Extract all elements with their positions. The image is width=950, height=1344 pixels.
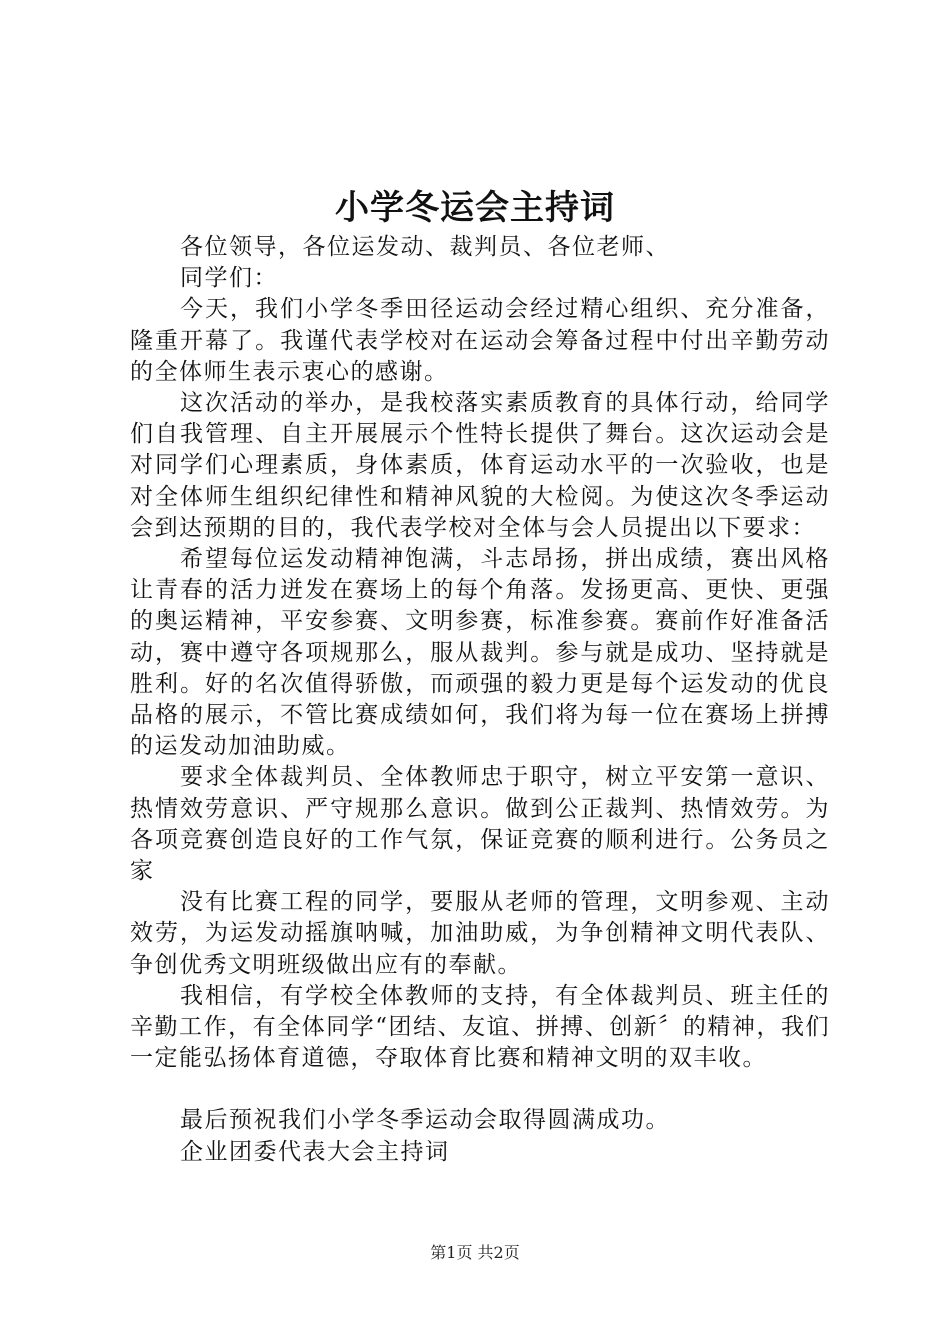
salutation-line-2: 同学们：: [180, 265, 278, 292]
document-title: 小学冬运会主持词: [335, 188, 615, 228]
paragraph-next-title: 企业团委代表大会主持词: [180, 1138, 450, 1165]
paragraph-spectators: 没有比赛工程的同学，要服从老师的管理，文明参观、主动效劳，为运发动摇旗呐喊，加油助威，为争创精神文明代表队、争创优秀文明班级做出应有的奉献。: [130, 889, 830, 978]
blank-line: [130, 1074, 830, 1105]
salutation-line-1: 各位领导，各位运发动、裁判员、各位老师、: [180, 234, 670, 260]
paragraph-belief: 我相信，有学校全体教师的支持，有全体裁判员、班主任的辛勤工作，有全体同学“团结、友谊、拼搏、创新〞的精神，我们一定能弘扬体育道德，夺取体育比赛和精神文明的双丰收。: [130, 982, 830, 1072]
paragraph-closing: 最后预祝我们小学冬季运动会取得圆满成功。: [180, 1107, 670, 1134]
paragraph-opening: 今天，我们小学冬季田径运动会经过精心组织、充分准备，隆重开幕了。我谨代表学校对在运动会筹备过程中付出辛勤劳动的全体师生表示衷心的感谢。: [130, 296, 830, 385]
paragraph-referees: 要求全体裁判员、全体教师忠于职守，树立平安第一意识、热情效劳意识、严守规那么意识。做到公正裁判、热情效劳。为各项竞赛创造良好的工作气氛，保证竞赛的顺利进行。公务员之家: [130, 764, 830, 885]
paragraph-purpose: 这次活动的举办，是我校落实素质教育的具体行动，给同学们自我管理、自主开展展示个性特长提供了舞台。这次运动会是对同学们心理素质，身体素质，体育运动水平的一次验收，也是对全体师生组织纪律性和精神风貌的大检阅。为使这次冬季运动会到达预期的目的，我代表学校对全体与会人员提出以下要求：: [130, 390, 830, 541]
paragraph-athletes: 希望每位运发动精神饱满，斗志昂扬，拼出成绩，赛出风格让青春的活力迸发在赛场上的每个角落。发扬更高、更快、更强的奥运精神，平安参赛、文明参赛，标准参赛。赛前作好准备活动，赛中遵守各项规那么，服从裁判。参与就是成功、坚持就是胜利。好的名次值得骄傲，而顽强的毅力更是每个运发动的优良品格的展示，不管比赛成绩如何，我们将为每一位在赛场上拼搏的运发动加油助威。: [130, 546, 830, 760]
document-body: [130, 232, 830, 1168]
page-number-footer: 第1页 共2页: [430, 1243, 520, 1262]
